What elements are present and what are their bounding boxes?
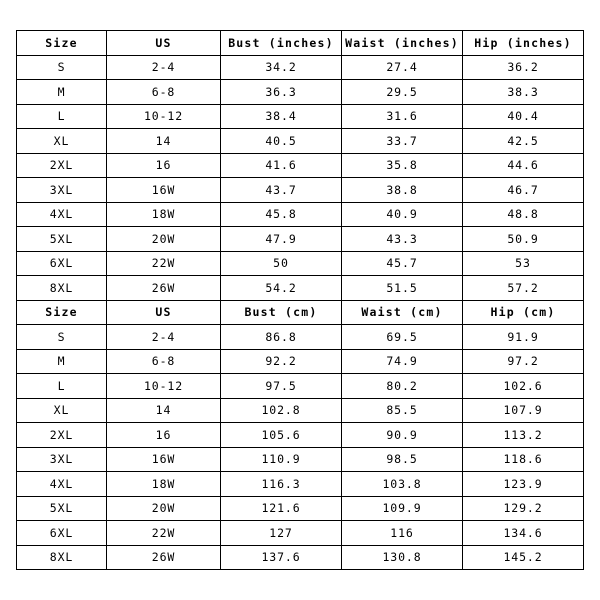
cell-us: 16W — [107, 447, 221, 472]
cell-us: 14 — [107, 398, 221, 423]
cell-us: 20W — [107, 496, 221, 521]
table-row — [17, 227, 584, 252]
column-header-bust: Bust (inches) — [221, 31, 342, 56]
cell-size: 4XL — [17, 472, 107, 497]
column-header-size: Size — [17, 31, 107, 56]
cell-us: 6-8 — [107, 80, 221, 105]
cell-waist: 74.9 — [342, 349, 463, 374]
cell-hip: 44.6 — [463, 153, 584, 178]
cell-bust: 47.9 — [221, 227, 342, 252]
column-header-hip: Hip (cm) — [463, 300, 584, 325]
cell-us: 2-4 — [107, 325, 221, 350]
cell-hip: 118.6 — [463, 447, 584, 472]
cell-hip: 46.7 — [463, 178, 584, 203]
table-row — [17, 496, 584, 521]
cell-waist: 51.5 — [342, 276, 463, 301]
cell-waist: 116 — [342, 521, 463, 546]
cell-bust: 102.8 — [221, 398, 342, 423]
cell-us: 22W — [107, 251, 221, 276]
cell-size: 8XL — [17, 276, 107, 301]
cell-hip: 102.6 — [463, 374, 584, 399]
cell-bust: 41.6 — [221, 153, 342, 178]
table-row — [17, 423, 584, 448]
cell-waist: 40.9 — [342, 202, 463, 227]
cell-hip: 50.9 — [463, 227, 584, 252]
table-row — [17, 178, 584, 203]
cell-us: 18W — [107, 202, 221, 227]
cell-bust: 43.7 — [221, 178, 342, 203]
cell-bust: 34.2 — [221, 55, 342, 80]
cell-waist: 43.3 — [342, 227, 463, 252]
column-header-us: US — [107, 300, 221, 325]
cell-waist: 38.8 — [342, 178, 463, 203]
cell-hip: 134.6 — [463, 521, 584, 546]
cell-bust: 40.5 — [221, 129, 342, 154]
cell-waist: 45.7 — [342, 251, 463, 276]
cell-bust: 45.8 — [221, 202, 342, 227]
table-row — [17, 447, 584, 472]
cell-bust: 50 — [221, 251, 342, 276]
table-row — [17, 251, 584, 276]
table-row — [17, 521, 584, 546]
table-row — [17, 349, 584, 374]
cell-size: S — [17, 55, 107, 80]
cell-bust: 54.2 — [221, 276, 342, 301]
cell-hip: 48.8 — [463, 202, 584, 227]
table-row — [17, 202, 584, 227]
cell-hip: 40.4 — [463, 104, 584, 129]
cell-bust: 86.8 — [221, 325, 342, 350]
cell-bust: 116.3 — [221, 472, 342, 497]
cell-hip: 123.9 — [463, 472, 584, 497]
cell-size: 2XL — [17, 423, 107, 448]
cell-bust: 38.4 — [221, 104, 342, 129]
cell-waist: 90.9 — [342, 423, 463, 448]
cell-hip: 107.9 — [463, 398, 584, 423]
table-row — [17, 398, 584, 423]
column-header-bust: Bust (cm) — [221, 300, 342, 325]
cell-waist: 98.5 — [342, 447, 463, 472]
table-row — [17, 104, 584, 129]
cell-waist: 69.5 — [342, 325, 463, 350]
column-header-us: US — [107, 31, 221, 56]
cell-hip: 97.2 — [463, 349, 584, 374]
cell-hip: 129.2 — [463, 496, 584, 521]
cell-waist: 103.8 — [342, 472, 463, 497]
cell-waist: 130.8 — [342, 545, 463, 570]
cell-hip: 42.5 — [463, 129, 584, 154]
size-chart-body — [17, 31, 584, 570]
table-row — [17, 472, 584, 497]
cell-waist: 29.5 — [342, 80, 463, 105]
cell-us: 2-4 — [107, 55, 221, 80]
table-row — [17, 374, 584, 399]
column-header-size: Size — [17, 300, 107, 325]
cell-size: XL — [17, 398, 107, 423]
table-row — [17, 55, 584, 80]
cell-hip: 36.2 — [463, 55, 584, 80]
table-row — [17, 545, 584, 570]
cell-bust: 121.6 — [221, 496, 342, 521]
cell-us: 26W — [107, 545, 221, 570]
cell-us: 16W — [107, 178, 221, 203]
size-chart-table — [16, 30, 584, 570]
cell-us: 10-12 — [107, 104, 221, 129]
cell-waist: 35.8 — [342, 153, 463, 178]
cell-us: 16 — [107, 153, 221, 178]
cell-hip: 91.9 — [463, 325, 584, 350]
cell-bust: 110.9 — [221, 447, 342, 472]
cell-waist: 85.5 — [342, 398, 463, 423]
table-row — [17, 276, 584, 301]
column-header-waist: Waist (inches) — [342, 31, 463, 56]
cell-waist: 80.2 — [342, 374, 463, 399]
cell-size: 2XL — [17, 153, 107, 178]
column-header-hip: Hip (inches) — [463, 31, 584, 56]
cell-us: 20W — [107, 227, 221, 252]
table-row — [17, 325, 584, 350]
cell-size: 6XL — [17, 521, 107, 546]
cell-size: S — [17, 325, 107, 350]
table-header-row-inches — [17, 31, 584, 56]
table-header-row-cm — [17, 300, 584, 325]
cell-size: M — [17, 349, 107, 374]
cell-size: M — [17, 80, 107, 105]
cell-bust: 137.6 — [221, 545, 342, 570]
cell-size: 5XL — [17, 227, 107, 252]
cell-size: 8XL — [17, 545, 107, 570]
cell-size: 6XL — [17, 251, 107, 276]
column-header-waist: Waist (cm) — [342, 300, 463, 325]
table-row — [17, 80, 584, 105]
cell-size: 3XL — [17, 178, 107, 203]
cell-size: L — [17, 374, 107, 399]
cell-us: 14 — [107, 129, 221, 154]
cell-waist: 33.7 — [342, 129, 463, 154]
cell-bust: 97.5 — [221, 374, 342, 399]
cell-us: 22W — [107, 521, 221, 546]
cell-size: 3XL — [17, 447, 107, 472]
cell-us: 10-12 — [107, 374, 221, 399]
cell-us: 26W — [107, 276, 221, 301]
cell-hip: 53 — [463, 251, 584, 276]
cell-bust: 105.6 — [221, 423, 342, 448]
cell-size: XL — [17, 129, 107, 154]
cell-waist: 109.9 — [342, 496, 463, 521]
cell-hip: 38.3 — [463, 80, 584, 105]
cell-us: 18W — [107, 472, 221, 497]
cell-hip: 57.2 — [463, 276, 584, 301]
cell-size: 5XL — [17, 496, 107, 521]
cell-bust: 36.3 — [221, 80, 342, 105]
cell-size: 4XL — [17, 202, 107, 227]
table-row — [17, 129, 584, 154]
cell-size: L — [17, 104, 107, 129]
cell-hip: 145.2 — [463, 545, 584, 570]
cell-bust: 127 — [221, 521, 342, 546]
cell-bust: 92.2 — [221, 349, 342, 374]
cell-us: 6-8 — [107, 349, 221, 374]
cell-waist: 27.4 — [342, 55, 463, 80]
cell-hip: 113.2 — [463, 423, 584, 448]
table-row — [17, 153, 584, 178]
cell-waist: 31.6 — [342, 104, 463, 129]
cell-us: 16 — [107, 423, 221, 448]
